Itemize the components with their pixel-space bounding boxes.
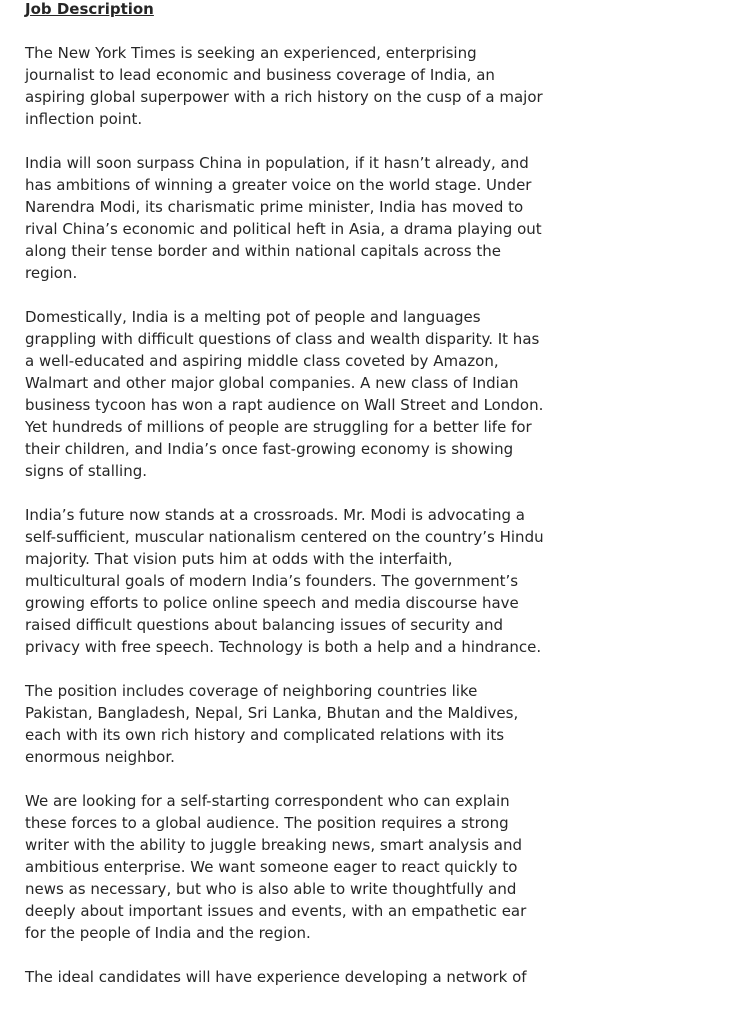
job-description-heading: Job Description [25, 0, 154, 18]
job-description-section [25, 0, 545, 1010]
paragraph-5: The position includes coverage of neighboring countries like Pakistan, Bangladesh, Nepal, Sri Lanka, Bhutan and the Maldives, each with its own rich history and complicated relations with its enormous neighbor. [25, 682, 519, 766]
paragraph-4: India’s future now stands at a crossroads. Mr. Modi is advocating a self-sufficient, muscular nationalism centered on the country’s Hindu majority. That vision puts him at odds with the interfaith, multicultural goals of modern India’s founders. The government’s growing efforts to police online speech and media discourse have raised difficult questions about balancing issues of security and privacy with free speech. Technology is both a help and a hindrance. [25, 506, 544, 656]
paragraph-3: Domestically, India is a melting pot of people and languages grappling with difficult questions of class and wealth disparity. It has a well-educated and aspiring middle class coveted by Amazon, Walmart and other major global companies. A new class of Indian business tycoon has won a rapt audience on Wall Street and London. Yet hundreds of millions of people are struggling for a better life for their children, and India’s once fast-growing economy is showing signs of stalling. [25, 308, 544, 480]
paragraph-6: We are looking for a self-starting correspondent who can explain these forces to a global audience. The position requires a strong writer with the ability to juggle breaking news, smart analysis and ambitious enterprise. We want someone eager to react quickly to news as necessary, but who is also able to write thoughtfully and deeply about important issues and events, with an empathetic ear for the people of India and the region. [25, 792, 527, 942]
paragraph-1: The New York Times is seeking an experienced, enterprising journalist to lead economic and business coverage of India, an aspiring global superpower with a rich history on the cusp of a major inflection point. [25, 44, 543, 128]
paragraph-7: The ideal candidates will have experience developing a network of [25, 968, 527, 986]
paragraph-2: India will soon surpass China in population, if it hasn’t already, and has ambitions of winning a greater voice on the world stage. Under Narendra Modi, its charismatic prime minister, India has moved to rival China’s economic and political heft in Asia, a drama playing out along their tense border and within national capitals across the region. [25, 154, 542, 282]
